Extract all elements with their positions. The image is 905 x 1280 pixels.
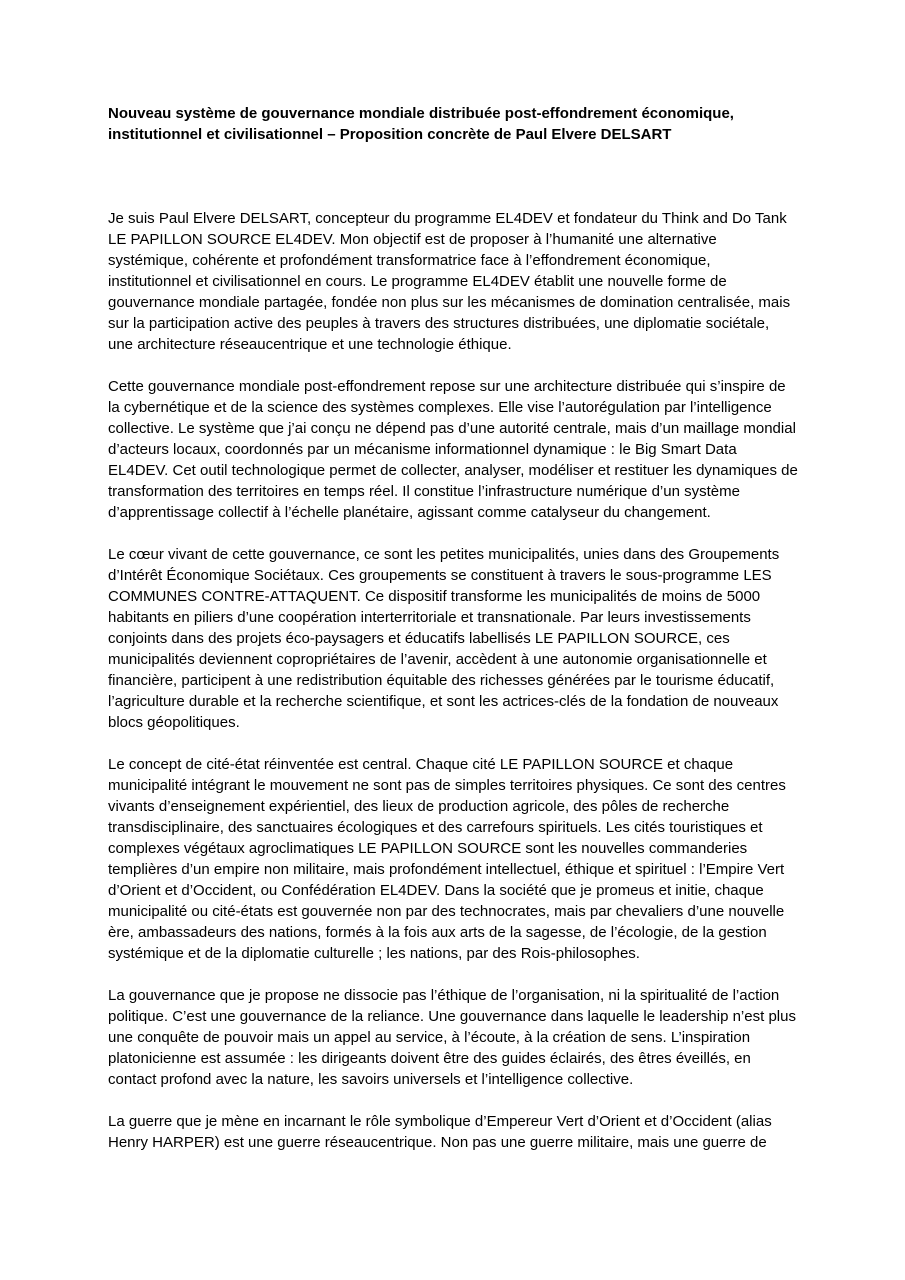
paragraph-cite-etat: Le concept de cité-état réinventée est central. Chaque cité LE PAPILLON SOURCE et chaque municipalité intégrant le mouvement ne sont pas de simples territoires physiques. Ce sont des centres vivants d’enseignement expérientiel, des lieux de production agricole, des pôles de recherche transdisciplinaire, des sanctuaires écologiques et des carrefours spirituels. Les cités touristiques et complexes végétaux agroclimatiques LE PAPILLON SOURCE sont les nouvelles commanderies templières d’un empire non militaire, mais profondément intellectuel, éthique et spirituel : l’Empire Vert d’Orient et d’Occident, ou Confédération EL4DEV. Dans la société que je promeus et initie, chaque municipalité ou cité-états est gouvernée non par des technocrates, mais par chevaliers d’une nouvelle ère, ambassadeurs des nations, formés à la fois aux arts de la sagesse, de l’écologie, de la gestion systémique et de la diplomatie culturelle ; les nations, par des Rois-philosophes. <box>108 756 786 962</box>
paragraph-ethique-gouvernance: La gouvernance que je propose ne dissocie pas l’éthique de l’organisation, ni la spiritualité de l’action politique. C’est une gouvernance de la reliance. Une gouvernance dans laquelle le leadership n’est plus une conquête de pouvoir mais un appel au service, à l’écoute, à la création de sens. L’inspiration platonicienne est assumée : les dirigeants doivent être des guides éclairés, des êtres éveillés, en contact profond avec la nature, les savoirs universels et l’intelligence collective. <box>108 987 796 1088</box>
paragraph-architecture-distribuee: Cette gouvernance mondiale post-effondrement repose sur une architecture distribuée qui s’inspire de la cybernétique et de la science des systèmes complexes. Elle vise l’autorégulation par l’intelligence collective. Le système que j’ai conçu ne dépend pas d’une autorité centrale, mais d’un maillage mondial d’acteurs locaux, coordonnés par un mécanisme informationnel dynamique : le Big Smart Data EL4DEV. Cet outil technologique permet de collecter, analyser, modéliser et restituer les dynamiques de transformation des territoires en temps réel. Il constitue l’infrastructure numérique d’un système d’apprentissage collectif à l’échelle planétaire, agissant comme catalyseur du changement. <box>108 378 798 521</box>
paragraph-municipalites: Le cœur vivant de cette gouvernance, ce sont les petites municipalités, unies dans des Groupements d’Intérêt Économique Sociétaux. Ces groupements se constituent à travers le sous-programme LES COMMUNES CONTRE-ATTAQUENT. Ce dispositif transforme les municipalités de moins de 5000 habitants en piliers d’une coopération interterritoriale et transnationale. Par leurs investissements conjoints dans des projets éco-paysagers et éducatifs labellisés LE PAPILLON SOURCE, ces municipalités deviennent copropriétaires de l’avenir, accèdent à une autonomie organisationnelle et financière, participent à une redistribution équitable des richesses générées par le tourisme éducatif, l’agriculture durable et la recherche scientifique, et sont les actrices-clés de la fondation de nouveaux blocs géopolitiques. <box>108 546 780 731</box>
paragraph-intro-author: Je suis Paul Elvere DELSART, concepteur du programme EL4DEV et fondateur du Think and Do Tank LE PAPILLON SOURCE EL4DEV. Mon objectif est de proposer à l’humanité une alternative systémique, cohérente et profondément transformatrice face à l’effondrement économique, institutionnel et civilisationnel en cours. Le programme EL4DEV établit une nouvelle forme de gouvernance mondiale partagée, fondée non plus sur les mécanismes de domination centralisée, mais sur la participation active des peuples à travers des structures distribuées, une diplomatie sociétale, une architecture réseaucentrique et une technologie éthique. <box>108 210 791 353</box>
paragraph-guerre-reseaucentrique: La guerre que je mène en incarnant le rôle symbolique d’Empereur Vert d’Orient et d’Occident (alias Henry HARPER) est une guerre réseaucentrique. Non pas une guerre militaire, mais une guerre de <box>108 1113 772 1151</box>
document-content <box>108 103 798 1174</box>
document-title: Nouveau système de gouvernance mondiale distribuée post-effondrement économique, institutionnel et civilisationnel – Proposition concrète de Paul Elvere DELSART <box>108 105 734 143</box>
